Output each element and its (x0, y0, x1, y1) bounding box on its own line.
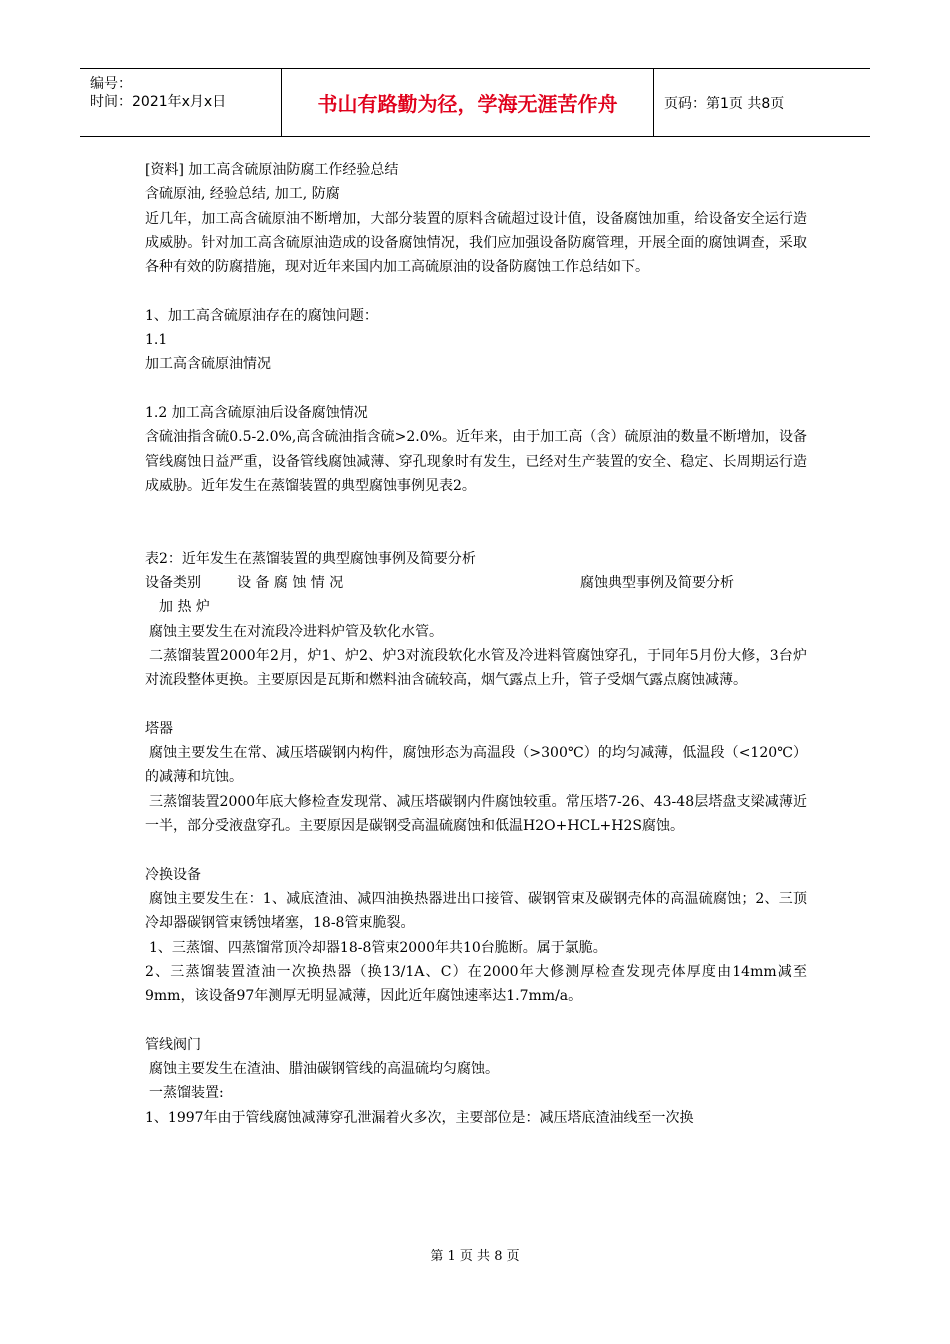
tower-example: 三蒸馏装置2000年底大修检查发现常、减压塔碳钢内件腐蚀较重。常压塔7-26、43-48层塔盘支梁减薄近一半，部分受液盘穿孔。主要原因是碳钢受高温硫腐蚀和低温H2O+HCL+H2S腐蚀。 (145, 793, 807, 835)
exchanger-situation: 腐蚀主要发生在：1、减底渣油、减四油换热器进出口接管、碳钢管束及碳钢壳体的高温硫腐蚀；2、三顶冷却器碳钢管束锈蚀堵塞，18-8管束脆裂。 (145, 890, 807, 932)
exchanger-example-2: 2、三蒸馏装置渣油一次换热器（换13/1A、C）在2000年大修测厚检查发现壳体厚度由14mm减至9mm，该设备97年测厚无明显减薄，因此近年腐蚀速率达1.7mm/a。 (145, 963, 807, 1005)
header-page-label: 页码：第1页 共8页 (664, 95, 785, 112)
doc-time-label: 时间：2021年x月x日 (90, 94, 227, 110)
tower-category: 塔器 (145, 720, 173, 737)
intro-paragraph: 近几年，加工高含硫原油不断增加，大部分装置的原料含硫超过设计值，设备腐蚀加重，给设备安全运行造成威胁。针对加工高含硫原油造成的设备腐蚀情况，我们应加强设备防腐管理，开展全面的腐蚀调查，采取各种有效的防腐措施，现对近年来国内加工高硫原油的设备防腐蚀工作总结如下。 (145, 210, 807, 276)
tower-situation: 腐蚀主要发生在常、减压塔碳钢内构件，腐蚀形态为高温段（>300℃）的均匀减薄，低温段（<120℃）的减薄和坑蚀。 (145, 745, 807, 786)
doc-number-label: 编号： (90, 76, 132, 92)
document-body (145, 158, 807, 1130)
header-motto: 书山有路勤为径，学海无涯苦作舟 (282, 69, 654, 136)
section-1-heading: 1、加工高含硫原油存在的腐蚀问题： (145, 307, 378, 324)
pipe-situation: 腐蚀主要发生在渣油、腊油碳钢管线的高温硫均匀腐蚀。 (149, 1060, 499, 1077)
table-caption: 表2：近年发生在蒸馏装置的典型腐蚀事例及简要分析 (145, 550, 476, 567)
page-header (80, 68, 870, 137)
section-1-1-number: 1.1 (145, 332, 168, 349)
pipe-example-1: 1、1997年由于管线腐蚀减薄穿孔泄漏着火多次，主要部位是：减压塔底渣油线至一次换 (145, 1109, 694, 1126)
pipe-category: 管线阀门 (145, 1036, 201, 1053)
table-header-row (145, 571, 807, 595)
pipe-unit: 一蒸馏装置: (149, 1085, 224, 1102)
exchanger-category: 冷换设备 (145, 866, 201, 883)
table-header-category: 设备类别 (145, 575, 201, 592)
doc-title: [资料] 加工高含硫原油防腐工作经验总结 (145, 162, 399, 178)
table-header-example: 腐蚀典型事例及简要分析 (580, 575, 734, 592)
heater-situation: 腐蚀主要发生在对流段冷进料炉管及软化水管。 (149, 623, 443, 640)
section-1-2-heading: 1.2 加工高含硫原油后设备腐蚀情况 (145, 404, 368, 421)
doc-keywords: 含硫原油, 经验总结, 加工, 防腐 (145, 186, 340, 203)
section-1-1-title: 加工高含硫原油情况 (145, 356, 271, 373)
heater-category: 加 热 炉 (159, 599, 210, 616)
exchanger-example-1: 1、三蒸馏、四蒸馏常顶冷却器18-8管束2000年共10台脆断。属于氯脆。 (149, 939, 607, 956)
table-header-situation: 设 备 腐 蚀 情 况 (237, 575, 344, 592)
heater-example: 二蒸馏装置2000年2月，炉1、炉2、炉3对流段软化水管及冷进料管腐蚀穿孔，于同年5月份大修，3台炉对流段整体更换。主要原因是瓦斯和燃料油含硫较高，烟气露点上升，管子受烟气露点腐蚀减薄。 (145, 647, 807, 689)
page-footer: 第 1 页 共 8 页 (430, 1249, 520, 1264)
header-meta-cell (80, 69, 282, 136)
section-1-2-text: 含硫油指含硫0.5-2.0%,高含硫油指含硫>2.0%。近年来，由于加工高（含）硫原油的数量不断增加，设备管线腐蚀日益严重，设备管线腐蚀减薄、穿孔现象时有发生，已经对生产装置的安全、稳定、长周期运行造成威胁。近年发生在蒸馏装置的典型腐蚀事例见表2。 (145, 429, 807, 494)
